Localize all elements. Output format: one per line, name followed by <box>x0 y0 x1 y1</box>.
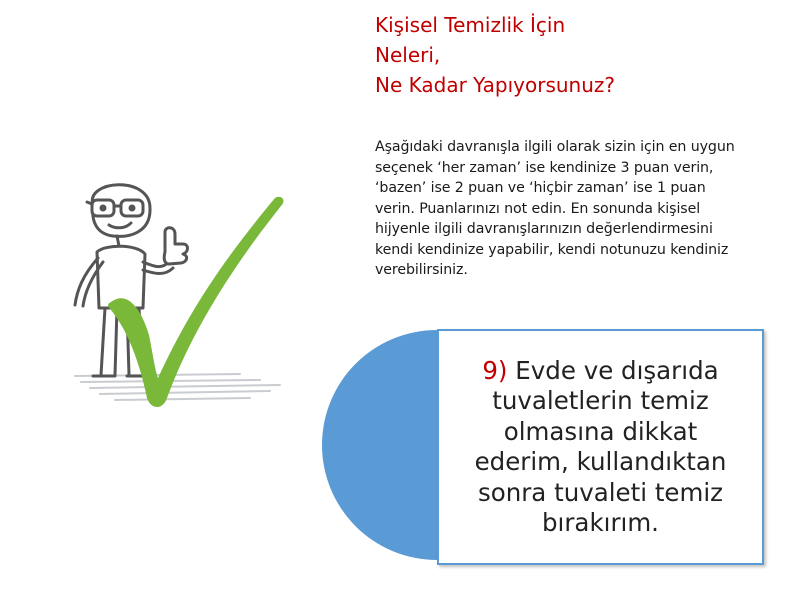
question-card <box>437 329 764 565</box>
question-text-block <box>456 356 746 539</box>
ground-sketch-icon <box>75 374 280 400</box>
question-statement: Evde ve dışarıda tuvaletlerin temiz olmasına dikkat ederim, kullandıktan sonra tuvaleti temiz bırakırım. <box>474 355 727 537</box>
instructions-text: Aşağıdaki davranışla ilgili olarak sizin için en uygun seçenek ‘her zaman’ ise kendinize 3 puan verin, ‘bazen’ ise 2 puan ve ‘hiçbir zaman’ ise 1 puan verin. Puanlarınızı not edin. En sonunda kişisel hijyenle ilgili davranışlarınızın değerlendirmesini kendi kendinize yapabilir, kendi notunuzu kendiniz verebilirsiniz. <box>375 139 735 278</box>
title-line-2: Neleri, <box>375 43 441 67</box>
thumbs-up-illustration <box>45 170 305 420</box>
stick-figure-icon <box>75 185 188 376</box>
title-line-1: Kişisel Temizlik İçin <box>375 13 566 37</box>
title-line-3: Ne Kadar Yapıyorsunuz? <box>375 73 615 97</box>
slide-title <box>375 10 735 100</box>
question-number: 9) <box>482 355 508 385</box>
